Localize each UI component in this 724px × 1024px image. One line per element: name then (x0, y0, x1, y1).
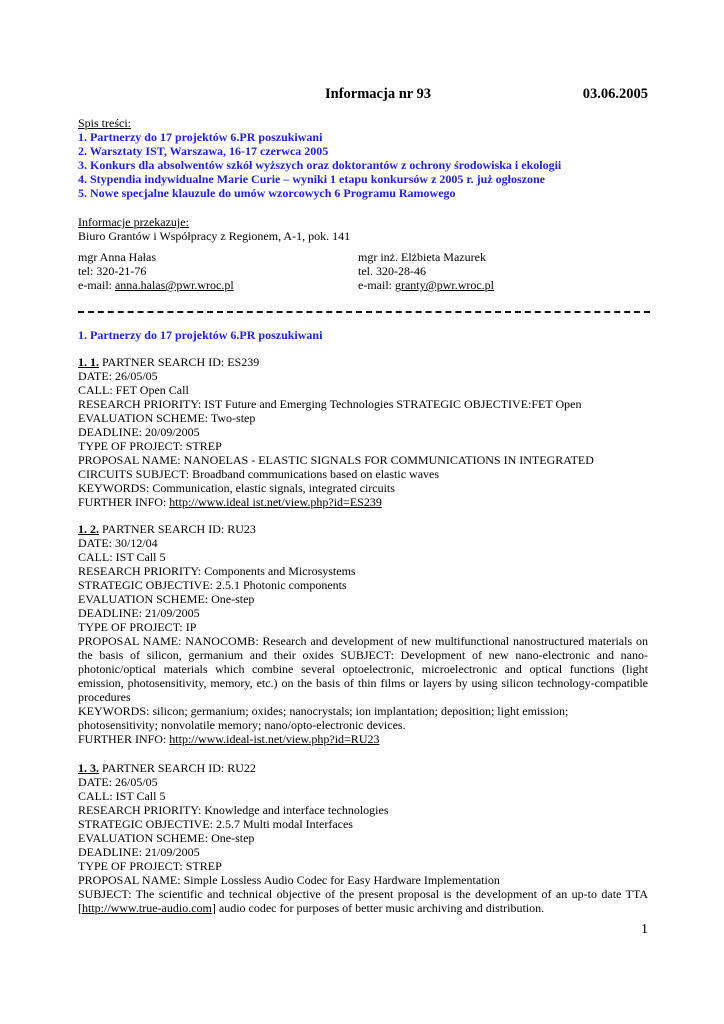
partner-entry (78, 761, 648, 915)
toc-item[interactable]: 1. Partnerzy do 17 projektów 6.PR poszukiwani (78, 130, 323, 144)
entry-id: PARTNER SEARCH ID: RU22 (99, 761, 256, 775)
entry-field: DEADLINE: 20/09/2005 (78, 425, 200, 439)
contact-name: mgr Anna Hałas (78, 250, 156, 264)
entry-id: PARTNER SEARCH ID: ES239 (99, 355, 260, 369)
entry-field: RESEARCH PRIORITY: Knowledge and interface technologies (78, 803, 389, 817)
entry-id-line (78, 355, 648, 369)
email-prefix: e-mail: (358, 278, 395, 292)
further-info (78, 732, 648, 746)
document-title: Informacja nr 93 (325, 86, 432, 102)
entry-field: EVALUATION SCHEME: One-step (78, 831, 255, 845)
further-info-link[interactable]: http://www.ideal ist.net/view.php?id=ES239 (169, 495, 382, 509)
contact-right (358, 250, 494, 292)
entry-field: CALL: FET Open Call (78, 383, 189, 397)
email-link[interactable]: anna.halas@pwr.wroc.pl (114, 278, 234, 292)
entry-field: TYPE OF PROJECT: IP (78, 620, 197, 634)
partner-entry (78, 355, 648, 509)
entry-field: DATE: 26/05/05 (78, 775, 158, 789)
office-address: Biuro Grantów i Współpracy z Regionem, A-1, pok. 141 (78, 229, 351, 243)
entry-number: 1. 1. (78, 355, 99, 369)
email-link[interactable]: granty@pwr.wroc.pl (394, 278, 495, 292)
entry-field: CALL: IST Call 5 (78, 550, 166, 564)
section-heading: 1. Partnerzy do 17 projektów 6.PR poszukiwani (78, 328, 323, 342)
partner-entry (78, 522, 648, 746)
contact-tel: tel: 320-21-76 (78, 264, 147, 278)
entry-field: CIRCUITS SUBJECT: Broadband communications based on elastic waves (78, 467, 440, 481)
section-divider (78, 311, 650, 313)
entry-field: DEADLINE: 21/09/2005 (78, 606, 200, 620)
entry-field: RESEARCH PRIORITY: IST Future and Emerging Technologies STRATEGIC OBJECTIVE:FET Open (78, 397, 582, 411)
toc-heading: Spis treści: (78, 116, 131, 130)
entry-field: STRATEGIC OBJECTIVE: 2.5.7 Multi modal Interfaces (78, 817, 353, 831)
entry-field: RESEARCH PRIORITY: Components and Microsystems (78, 564, 356, 578)
entry-field: KEYWORDS: Communication, elastic signals, integrated circuits (78, 481, 395, 495)
entry-field: PROPOSAL NAME: Simple Lossless Audio Codec for Easy Hardware Implementation (78, 873, 500, 887)
entry-subject (78, 887, 648, 915)
toc-item[interactable]: 2. Warsztaty IST, Warszawa, 16-17 czerwca 2005 (78, 144, 329, 158)
entry-field: CALL: IST Call 5 (78, 789, 166, 803)
table-of-contents (78, 116, 648, 200)
subject-text: SUBJECT: The scientific and technical objective of the present proposal is the development of an up-to date TTA [ (78, 887, 648, 915)
contact-name: mgr inż. Elżbieta Mazurek (358, 250, 486, 264)
further-info-label: FURTHER INFO: (78, 495, 170, 509)
entry-number: 1. 2. (78, 522, 99, 536)
contact-email-line (358, 278, 494, 292)
toc-item[interactable]: 5. Nowe specjalne klauzule do umów wzorcowych 6 Programu Ramowego (78, 186, 456, 200)
further-info (78, 495, 648, 509)
entry-field: EVALUATION SCHEME: One-step (78, 592, 255, 606)
entry-field: STRATEGIC OBJECTIVE: 2.5.1 Photonic components (78, 578, 347, 592)
subject-link[interactable]: http://www.true-audio.com (82, 901, 212, 915)
entry-id-line (78, 761, 648, 775)
entry-keywords: KEYWORDS: silicon; germanium; oxides; nanocrystals; ion implantation; deposition; light emission; photosensitivity; nonvolatile memory; nano/opto-electronic devices. (78, 704, 569, 732)
entry-field: PROPOSAL NAME: NANOELAS - ELASTIC SIGNALS FOR COMMUNICATIONS IN INTEGRATED (78, 453, 594, 467)
entry-field: DEADLINE: 21/09/2005 (78, 845, 200, 859)
toc-item[interactable]: 3. Konkurs dla absolwentów szkół wyższych oraz doktorantów z ochrony środowiska i ekologii (78, 158, 562, 172)
email-prefix: e-mail: (78, 278, 115, 292)
document-date: 03.06.2005 (582, 86, 648, 102)
entry-field: EVALUATION SCHEME: Two-step (78, 411, 256, 425)
entry-id: PARTNER SEARCH ID: RU23 (99, 522, 256, 536)
entry-id-line (78, 522, 648, 536)
entry-proposal: PROPOSAL NAME: NANOCOMB: Research and development of new multifunctional nanostructured materials on the basis of silicon, germanium and their oxides SUBJECT: Development of new nano-electronic and nano-photonic/optical materials which combine several optoelectronic, microelectronic and optical functions (light emission, photosensitivity, memory, etc.) on the basis of thin films or layers by using silicon technology-compatible procedures (78, 634, 648, 704)
further-info-label: FURTHER INFO: (78, 732, 170, 746)
entry-field: TYPE OF PROJECT: STREP (78, 859, 222, 873)
info-heading: Informacje przekazuje: (78, 215, 189, 229)
document-header (78, 86, 648, 106)
contact-email-line (78, 278, 234, 292)
further-info-link[interactable]: http://www.ideal-ist.net/view.php?id=RU23 (169, 732, 380, 746)
entry-number: 1. 3. (78, 761, 99, 775)
contact-tel: tel. 320-28-46 (358, 264, 426, 278)
info-block (78, 215, 648, 243)
entry-field: DATE: 26/05/05 (78, 369, 158, 383)
subject-text: ] audio codec for purposes of better music archiving and distribution. (211, 901, 545, 915)
entry-field: TYPE OF PROJECT: STREP (78, 439, 222, 453)
page-number: 1 (641, 922, 648, 937)
entry-field: DATE: 30/12/04 (78, 536, 158, 550)
toc-item[interactable]: 4. Stypendia indywidualne Marie Curie – wyniki 1 etapu konkursów z 2005 r. już ogłoszone (78, 172, 545, 186)
contact-left (78, 250, 234, 292)
